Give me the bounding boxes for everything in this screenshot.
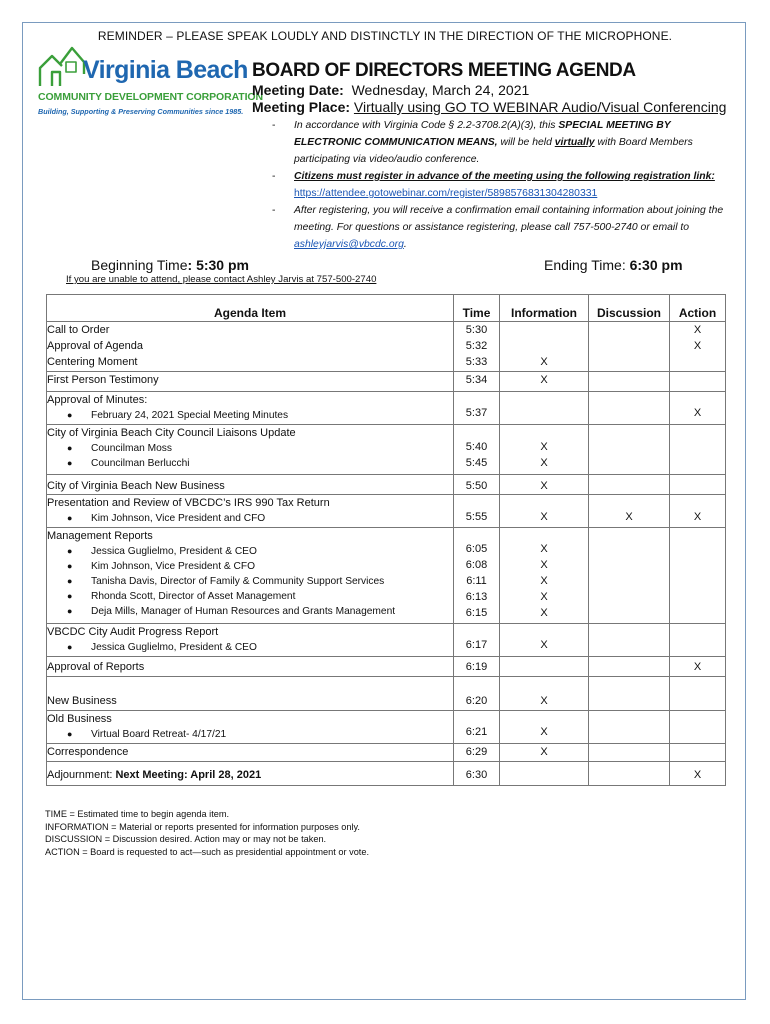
- contact-note: If you are unable to attend, please contact Ashley Jarvis at 757-500-2740: [66, 274, 377, 285]
- page-title: BOARD OF DIRECTORS MEETING AGENDA: [252, 60, 636, 81]
- table-row: Old Business ● Virtual Board Retreat- 4/17/21 6:21 X: [47, 711, 726, 744]
- table-header-row: [47, 295, 726, 322]
- meeting-date-label: Meeting Date:: [252, 82, 344, 98]
- table-row: Presentation and Review of VBCDC’s IRS 990 Tax Return ● Kim Johnson, Vice President and CFO 5:55 X X X: [47, 495, 726, 528]
- header-time: Time: [454, 295, 500, 322]
- table-row: Approval of Reports 6:19 X: [47, 657, 726, 677]
- header-discussion: Discussion: [589, 295, 670, 322]
- table-row: Call to Order Approval of Agenda Centering Moment 5:30 5:32 5:33 X X X: [47, 322, 726, 372]
- ending-time: Ending Time: 6:30 pm: [544, 257, 683, 273]
- header-information: Information: [500, 295, 589, 322]
- table-row: VBCDC City Audit Progress Report ● Jessica Guglielmo, President & CEO 6:17 X: [47, 624, 726, 657]
- legend-action: ACTION = Board is requested to act—such as presidential appointment or vote.: [45, 846, 370, 857]
- registration-link[interactable]: https://attendee.gotowebinar.com/register/5898576831304280331: [294, 188, 598, 199]
- table-row: First Person Testimony 5:34 X: [47, 372, 726, 392]
- table-row: New Business 6:20 X: [47, 677, 726, 711]
- email-link[interactable]: ashleyjarvis@vbcdc.org: [294, 239, 404, 250]
- vbcdc-logo: [36, 42, 263, 120]
- meeting-place-label: Meeting Place:: [252, 99, 351, 115]
- table-row: Adjournment: Next Meeting: April 28, 2021 6:30 X: [47, 762, 726, 786]
- beginning-time: Beginning Time: 5:30 pm: [91, 257, 249, 273]
- houses-icon: [36, 42, 88, 90]
- note-registration: - Citizens must register in advance of the meeting using the following registration link: https://attendee.gotowebinar.com/register/5898576831304280331: [272, 171, 715, 199]
- bullet-icon: ●: [67, 546, 73, 556]
- table-row: Approval of Minutes: ● February 24, 2021 Special Meeting Minutes 5:37 X: [47, 392, 726, 425]
- reminder-banner: REMINDER – PLEASE SPEAK LOUDLY AND DISTINCTLY IN THE DIRECTION OF THE MICROPHONE.: [97, 29, 673, 43]
- legend-information: INFORMATION = Material or reports presented for information purposes only.: [45, 821, 360, 832]
- bullet-icon: ●: [67, 642, 73, 652]
- note-after-registering: - After registering, you will receive a confirmation email containing information about joining the meeting. For questions or assistance registering, please call 757-500-2740 or email to ashleyjarvis@vbcdc.org.: [272, 205, 724, 250]
- logo-org: COMMUNITY DEVELOPMENT CORPORATION: [38, 91, 263, 103]
- bullet-icon: ●: [67, 513, 73, 523]
- logo-tagline: Building, Supporting & Preserving Communities since 1985.: [38, 107, 244, 116]
- meeting-date-value: Wednesday, March 24, 2021: [351, 82, 530, 98]
- table-row: City of Virginia Beach New Business 5:50 X: [47, 475, 726, 495]
- header-action: Action: [670, 295, 726, 322]
- meeting-date: [252, 82, 529, 98]
- bullet-icon: ●: [67, 410, 73, 420]
- bullet-icon: ●: [67, 729, 73, 739]
- bullet-icon: ●: [67, 606, 73, 616]
- header-agenda-item: Agenda Item: [47, 295, 454, 322]
- bullet-icon: ●: [67, 591, 73, 601]
- meeting-place-value: Virtually using GO TO WEBINAR Audio/Visual Conferencing: [353, 99, 727, 115]
- table-row: Management Reports ● Jessica Guglielmo, President & CEO ● Kim Johnson, Vice President & CFO ● Tanisha Davis, Director of Family & Community Support Services ● Rhonda Scott, Director of Asset Management ● Deja Mills, Manager of Human Resources and Grants Management 6:05 6:08 6:11 6:13 6:15 X X X X X: [47, 528, 726, 624]
- meeting-place: [252, 99, 726, 115]
- table-row: Correspondence 6:29 X: [47, 744, 726, 762]
- bullet-icon: ●: [67, 458, 73, 468]
- logo-name: Virginia Beach: [83, 56, 248, 84]
- bullet-icon: ●: [67, 576, 73, 586]
- table-row: City of Virginia Beach City Council Liaisons Update ● Councilman Moss ● Councilman Berlucchi 5:40 5:45 X X: [47, 425, 726, 475]
- note-virginia-code: - In accordance with Virginia Code § 2.2-3708.2(A)(3), this SPECIAL MEETING BY ELECTRONIC COMMUNICATION MEANS, will be held virtually with Board Members participating via video/audio conference.: [272, 120, 693, 165]
- meeting-notes: [266, 117, 736, 253]
- agenda-table: [46, 294, 726, 786]
- legend-discussion: DISCUSSION = Discussion desired. Action may or may not be taken.: [45, 834, 327, 845]
- legend-time: TIME = Estimated time to begin agenda item.: [45, 809, 230, 819]
- bullet-icon: ●: [67, 443, 73, 453]
- legend: [45, 808, 369, 858]
- bullet-icon: ●: [67, 561, 73, 571]
